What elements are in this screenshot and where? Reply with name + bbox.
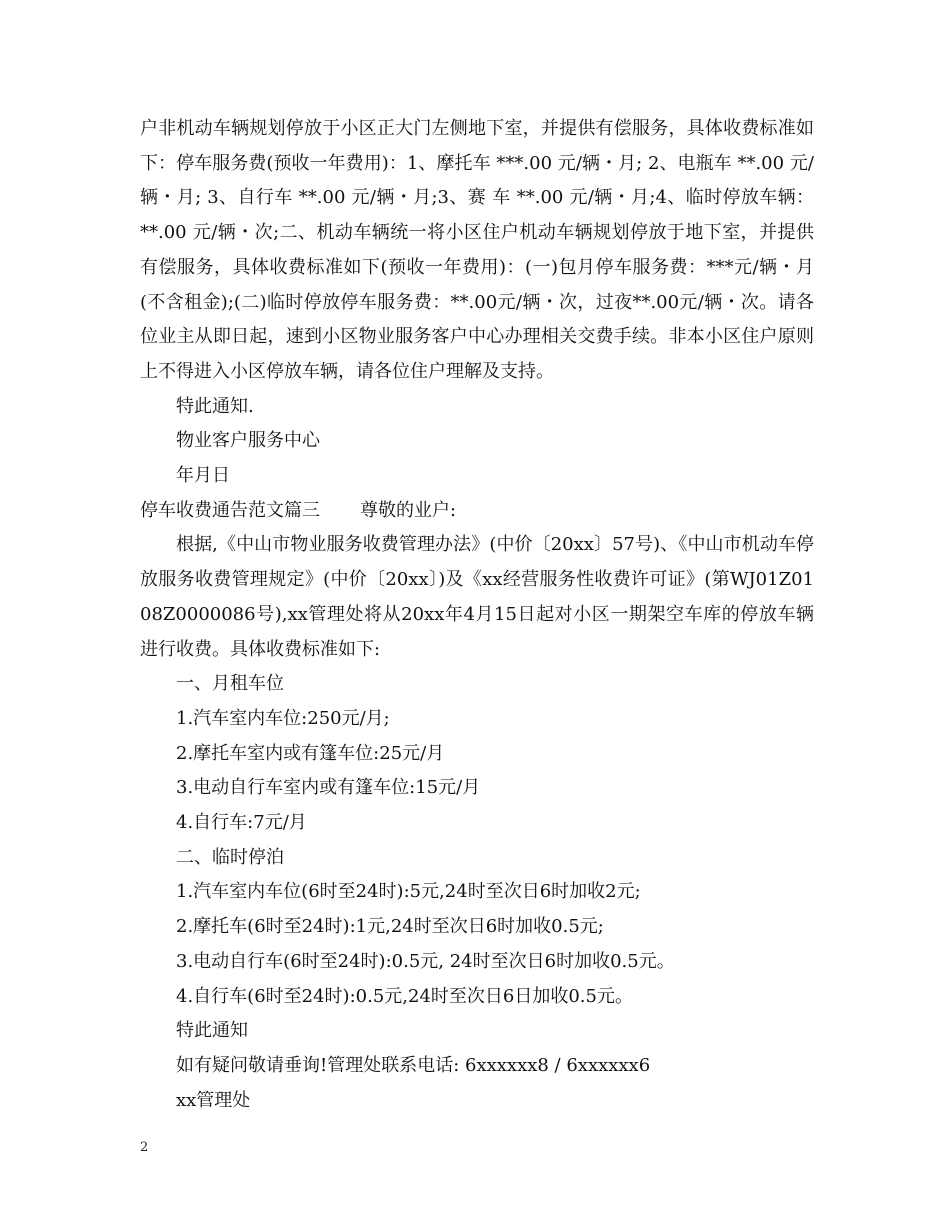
closing-signature: xx管理处 [176,1089,251,1111]
notice-date: 年月日 [176,465,230,487]
closing-notice: 特此通知 [176,1020,248,1042]
list-item: 1.汽车室内车位:250元/月; [176,707,390,729]
body-paragraph: 根据,《中山市物业服务收费管理办法》(中价〔20xx〕57号)、《中山市机动车停放服务收费管理规定》(中价〔20xx〕)及《xx经营服务性收费许可证》(第WJ01Z0108Z0000086号),xx管理处将从20xx年4月15日起对小区一期架空车库的停放车辆进行收费。具体收费标准如下: [140,534,814,660]
list-item: 4.自行车(6时至24时):0.5元,24时至次日6日加收0.5元。 [176,985,633,1007]
monthly-section-title: 一、月租车位 [176,673,284,695]
list-item: 3.电动自行车(6时至24时):0.5元, 24时至次日6时加收0.5元。 [176,950,675,972]
list-item: 2.摩托车(6时至24时):1元,24时至次日6时加收0.5元; [176,916,604,938]
notice-signature: 物业客户服务中心 [176,430,320,452]
salutation: 尊敬的业户: [360,499,457,521]
section-heading [140,494,814,529]
section-title: 停车收费通告范文篇三 [140,499,320,521]
list-item: 1.汽车室内车位(6时至24时):5元,24时至次日6时加收2元; [176,881,641,903]
list-item: 3.电动自行车室内或有篷车位:15元/月 [176,777,481,799]
list-item: 2.摩托车室内或有篷车位:25元/月 [176,742,445,764]
page-number: 2 [140,1140,149,1155]
list-item: 4.自行车:7元/月 [176,812,307,834]
contact-line: 如有疑问敬请垂询!管理处联系电话: 6xxxxxx8 / 6xxxxxx6 [176,1054,651,1076]
document-body [140,112,814,1118]
notice-closing: 特此通知. [176,395,254,417]
temporary-section-title: 二、临时停泊 [176,846,284,868]
notice-paragraph: 户非机动车辆规划停放于小区正大门左侧地下室，并提供有偿服务，具体收费标准如下：停车服务费(预收一年费用)：1、摩托车 ***.00 元/辆・月; 2、电瓶车 **.00 元/辆・月; 3、自行车 **.00 元/辆・月;3、赛 车 **.00 元/辆・月;4、临时停放车辆： **.00 元/辆・次;二、机动车辆统一将小区住户机动车辆规划停放于地下室，并提供有偿服务，具体收费标准如下(预收一年费用)：(一)包月停车服务费：***元/辆・月(不含租金);(二)临时停放停车服务费：**.00元/辆・次，过夜**.00元/辆・次。请各位业主从即日起，速到小区物业服务客户中心办理相关交费手续。非本小区住户原则上不得进入小区停放车辆，请各位住户理解及支持。 [140,118,814,382]
